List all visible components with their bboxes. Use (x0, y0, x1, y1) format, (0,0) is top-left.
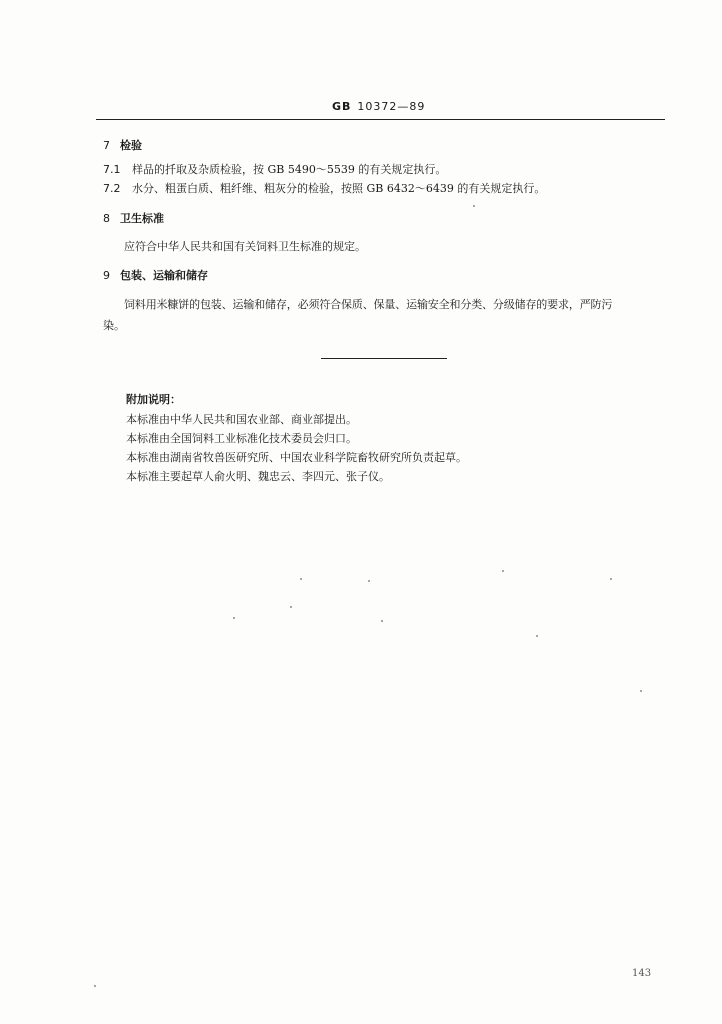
section-9-title: 包装、运输和储存 (120, 269, 208, 282)
section-8-text: 应符合中华人民共和国有关饲料卫生标准的规定。 (124, 240, 366, 253)
scan-speck (502, 570, 504, 572)
section-9-number: 9 (103, 269, 110, 282)
scan-speck (233, 617, 235, 619)
section-9-text-line1: 饲料用米糠饼的包装、运输和储存，必须符合保质、保量、运输安全和分类、分级储存的要求，严防污 (124, 298, 613, 311)
item-7-2-text: 水分、粗蛋白质、粗纤维、粗灰分的检验，按照 GB 6432～6439 的有关规定执行。 (132, 182, 546, 195)
scan-speck (94, 985, 96, 987)
scan-speck (290, 606, 292, 608)
page-number: 143 (632, 968, 652, 979)
standard-code: 10372—89 (357, 100, 426, 113)
notes-line-1: 本标准由中华人民共和国农业部、商业部提出。 (126, 413, 357, 426)
item-7-1-number: 7.1 (103, 163, 121, 176)
section-7-number: 7 (103, 139, 110, 152)
section-7-title: 检验 (120, 139, 142, 152)
section-9-text-line2: 染。 (103, 319, 125, 332)
notes-line-3: 本标准由湖南省牧兽医研究所、中国农业科学院畜牧研究所负责起草。 (126, 451, 467, 464)
item-7-2-number: 7.2 (103, 182, 121, 195)
scan-speck (300, 578, 302, 580)
notes-line-2: 本标准由全国饲料工业标准化技术委员会归口。 (126, 432, 357, 445)
section-8-title: 卫生标准 (120, 212, 164, 225)
item-7-1-text: 样品的扦取及杂质检验，按 GB 5490～5539 的有关规定执行。 (132, 163, 447, 176)
scan-speck (536, 635, 538, 637)
scan-speck (473, 205, 475, 207)
notes-line-4: 本标准主要起草人俞火明、魏忠云、李四元、张子仪。 (126, 470, 390, 483)
scan-speck (640, 690, 642, 692)
section-8-number: 8 (103, 212, 110, 225)
notes-title: 附加说明： (126, 393, 181, 406)
standard-prefix: GB (332, 100, 352, 113)
scan-speck (368, 580, 370, 582)
header-divider (96, 119, 665, 120)
end-of-text-rule (321, 358, 447, 359)
standard-code-header (332, 101, 425, 112)
scan-speck (610, 578, 612, 580)
scan-speck (381, 620, 383, 622)
